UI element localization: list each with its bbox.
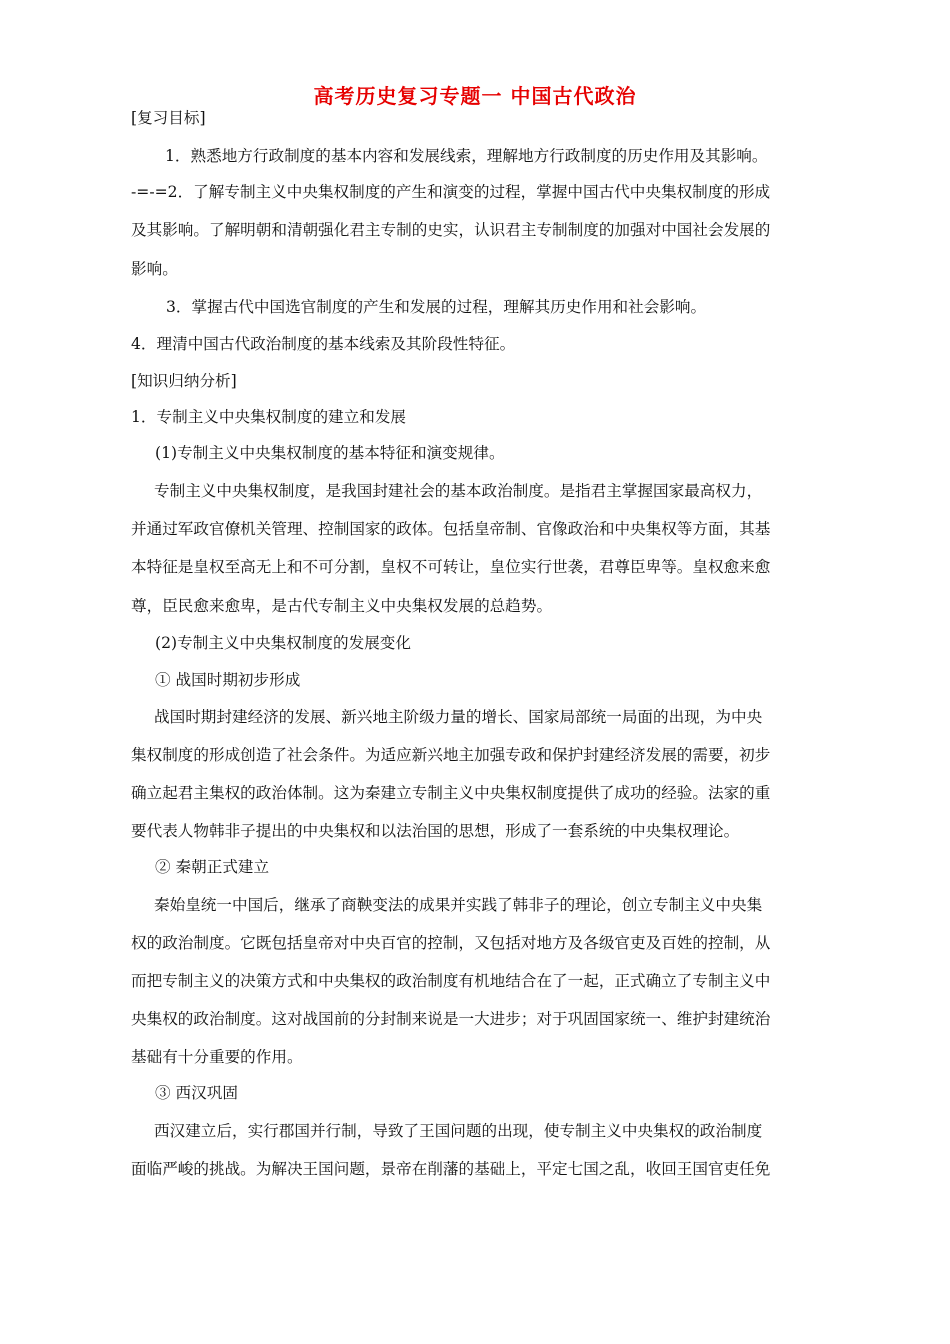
paragraph-line: 西汉建立后，实行郡国并行制，导致了王国问题的出现，使专制主义中央集权的政治制度 [154,1122,763,1140]
period-heading: ② 秦朝正式建立 [155,858,270,876]
goal-item-continued: 影响。 [131,260,178,278]
paragraph-line: 要代表人物韩非子提出的中央集权和以法治国的思想，形成了一套系统的中央集权理论。 [131,822,740,840]
document-title: 高考历史复习专题一 中国古代政治 [313,84,637,108]
goal-item: 1．熟悉地方行政制度的基本内容和发展线索，理解地方行政制度的历史作用及其影响。 [165,147,768,165]
goal-item-continued: 及其影响。了解明朝和清朝强化君主专制的史实，认识君主专制制度的加强对中国社会发展的 [131,221,771,239]
paragraph-line: 确立起君主集权的政治体制。这为秦建立专制主义中央集权制度提供了成功的经验。法家的重 [131,784,771,802]
section-heading: 1．专制主义中央集权制度的建立和发展 [131,408,407,426]
paragraph-line: 权的政治制度。它既包括皇帝对中央百官的控制，又包括对地方及各级官吏及百姓的控制，从 [131,934,771,952]
paragraph-line: 基础有十分重要的作用。 [131,1048,303,1066]
paragraph-line: 而把专制主义的决策方式和中央集权的政治制度有机地结合在了一起，正式确立了专制主义中 [131,972,771,990]
paragraph-line: 尊，臣民愈来愈卑，是古代专制主义中央集权发展的总趋势。 [131,597,553,615]
analysis-header: [知识归纳分析] [131,372,237,390]
subsection-heading: (1)专制主义中央集权制度的基本特征和演变规律。 [155,444,505,462]
paragraph-line: 专制主义中央集权制度，是我国封建社会的基本政治制度。是指君主掌握国家最高权力， [154,482,763,500]
paragraph-line: 央集权的政治制度。这对战国前的分封制来说是一大进步；对于巩固国家统一、维护封建统治 [131,1010,771,1028]
subsection-heading: (2)专制主义中央集权制度的发展变化 [155,634,411,652]
period-heading: ③ 西汉巩固 [155,1084,238,1102]
goal-item: -=-=2．了解专制主义中央集权制度的产生和演变的过程，掌握中国古代中央集权制度的形成 [131,183,771,201]
goal-item: 3．掌握古代中国选官制度的产生和发展的过程，理解其历史作用和社会影响。 [166,298,707,316]
paragraph-line: 战国时期封建经济的发展、新兴地主阶级力量的增长、国家局部统一局面的出现，为中央 [154,708,763,726]
paragraph-line: 并通过军政官僚机关管理、控制国家的政体。包括皇帝制、官像政治和中央集权等方面，其基 [131,520,771,538]
paragraph-line: 面临严峻的挑战。为解决王国问题，景帝在削藩的基础上，平定七国之乱，收回王国官吏任免 [131,1160,771,1178]
goals-header: [复习目标] [131,109,206,127]
paragraph-line: 本特征是皇权至高无上和不可分割，皇权不可转让，皇位实行世袭，君尊臣卑等。皇权愈来愈 [131,558,771,576]
paragraph-line: 秦始皇统一中国后，继承了商鞅变法的成果并实践了韩非子的理论，创立专制主义中央集 [154,896,763,914]
goal-item: 4．理清中国古代政治制度的基本线索及其阶段性特征。 [131,335,516,353]
paragraph-line: 集权制度的形成创造了社会条件。为适应新兴地主加强专政和保护封建经济发展的需要，初步 [131,746,771,764]
period-heading: ① 战国时期初步形成 [155,671,301,689]
